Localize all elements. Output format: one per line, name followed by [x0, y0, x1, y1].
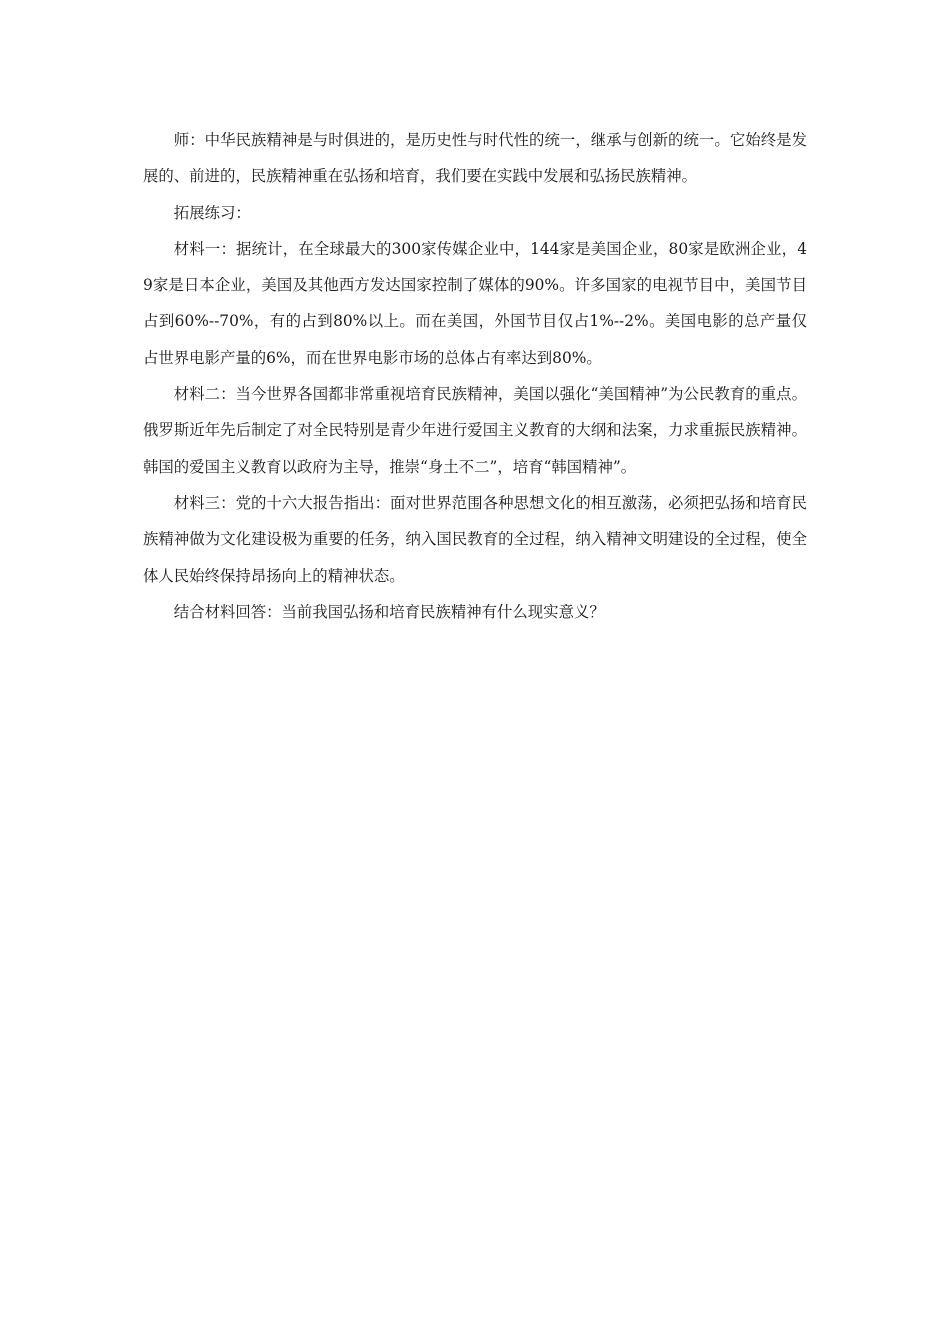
document-body [143, 122, 807, 630]
paragraph-material-three: 材料三：党的十六大报告指出：面对世界范围各种思想文化的相互激荡，必须把弘扬和培育民族精神做为文化建设极为重要的任务，纳入国民教育的全过程，纳入精神文明建设的全过程，使全体人民始终保持昂扬向上的精神状态。 [143, 493, 807, 585]
paragraph-teacher-summary: 师：中华民族精神是与时俱进的，是历史性与时代性的统一，继承与创新的统一。它始终是发展的、前进的，民族精神重在弘扬和培育，我们要在实践中发展和弘扬民族精神。 [143, 131, 807, 186]
paragraph-material-one: 材料一：据统计，在全球最大的300家传媒企业中，144家是美国企业，80家是欧洲企业，49家是日本企业，美国及其他西方发达国家控制了媒体的90%。许多国家的电视节目中，美国节目占到60%--70%，有的占到80%以上。而在美国，外国节目仅占1%--2%。美国电影的总产量仅占世界电影产量的6%，而在世界电影市场的总体占有率达到80%。 [143, 239, 807, 367]
paragraph-question: 结合材料回答：当前我国弘扬和培育民族精神有什么现实意义？ [173, 602, 605, 621]
paragraph-exercise-heading: 拓展练习： [173, 203, 251, 222]
paragraph-material-two: 材料二：当今世界各国都非常重视培育民族精神，美国以强化“美国精神”为公民教育的重点。俄罗斯近年先后制定了对全民特别是青少年进行爱国主义教育的大纲和法案，力求重振民族精神。韩国的爱国主义教育以政府为主导，推崇“身土不二”，培育“韩国精神”。 [143, 385, 807, 476]
